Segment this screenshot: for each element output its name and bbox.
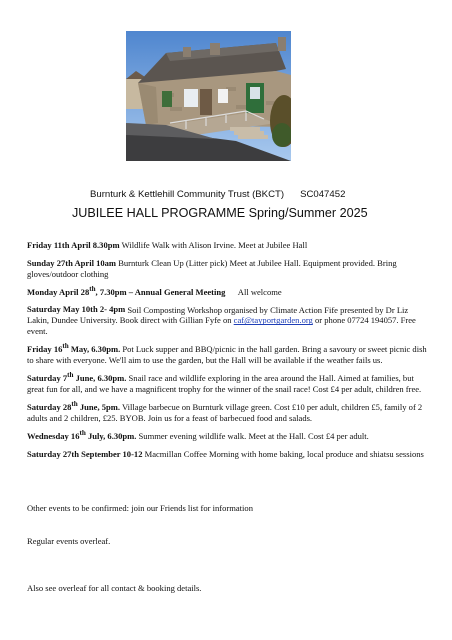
- event-description: Macmillan Coffee Morning with home baking, local produce and shiatsu sessions: [142, 448, 424, 459]
- event-description: Wildlife Walk with Alison Irvine. Meet at Jubilee Hall: [119, 239, 308, 250]
- event-when: Sunday 27th April 10am: [27, 257, 117, 268]
- event-when: Saturday May 10th 2- 4pm: [27, 304, 126, 315]
- event-description: All welcome: [225, 286, 282, 297]
- event-item: [27, 302, 429, 338]
- event-description-tail: or phone 07724 194057. Free event.: [27, 315, 416, 337]
- event-list: [27, 237, 429, 464]
- regular-events-note: Regular events overleaf.: [27, 536, 111, 546]
- event-item: [27, 341, 429, 366]
- event-description: Summer evening wildlife walk. Meet at the Hall. Cost £4 per adult.: [136, 430, 369, 441]
- event-item: [27, 399, 429, 424]
- contact-note: Also see overleaf for all contact & booking details.: [27, 583, 202, 593]
- event-description: Soil Composting Workshop organised by Climate Action Fife presented by Dr Liz Lakin, Dundee University. Book direct with Gillian Fyfe on: [27, 304, 409, 326]
- charity-number: SC047452: [300, 189, 346, 200]
- org-name: Burnturk & Kettlehill Community Trust (BKCT): [90, 189, 285, 200]
- event-when: Friday 11th April 8.30pm: [27, 239, 120, 250]
- other-events-note: Other events to be confirmed: join our Friends list for information: [27, 503, 253, 513]
- event-when: Wednesday 16th July, 6.30pm.: [27, 428, 137, 441]
- event-item: [27, 237, 429, 251]
- event-item: [27, 284, 429, 298]
- page-title: JUBILEE HALL PROGRAMME Spring/Summer 2025: [72, 206, 368, 220]
- event-description: Burnturk Clean Up (Litter pick) Meet at Jubilee Hall. Equipment provided. Bring gloves/outdoor clothing: [27, 257, 397, 279]
- event-item: [27, 446, 429, 460]
- village-hall-photo: [126, 31, 291, 161]
- event-when: Saturday 28th June, 5pm.: [27, 400, 121, 412]
- village-hall-photo-icon: [126, 31, 291, 161]
- event-when: Friday 16th May, 6.30pm.: [27, 342, 121, 355]
- event-when: Monday April 28th, 7.30pm – Annual General Meeting: [27, 284, 226, 297]
- event-description: Snail race and wildlife exploring in the area around the Hall. Aimed at families, but great fun for all, and we have a magnificent trophy for the winner of the snail race! Cost £4 per adult, children free.: [27, 373, 422, 395]
- event-when: Saturday 7th June, 6.30pm.: [27, 371, 127, 384]
- email-link[interactable]: caf@tayportgarden.org: [233, 315, 313, 326]
- event-when: Saturday 27th September 10-12: [27, 448, 143, 459]
- event-item: [27, 428, 429, 442]
- event-item: [27, 370, 429, 395]
- event-description: Village barbecue on Burnturk village green. Cost £10 per adult, children £5, family of 2 adults and 2 children, £25. BYOB. Join us for a feast of barbecued food and salads.: [27, 401, 423, 423]
- event-description: Pot Luck supper and BBQ/picnic in the hall garden. Bring a savoury or sweet picnic dish to share with everyone. We'll aim to use the garden, but the Hall will be available if the weather fails us.: [27, 344, 427, 366]
- org-line: [90, 189, 390, 200]
- event-item: [27, 255, 429, 280]
